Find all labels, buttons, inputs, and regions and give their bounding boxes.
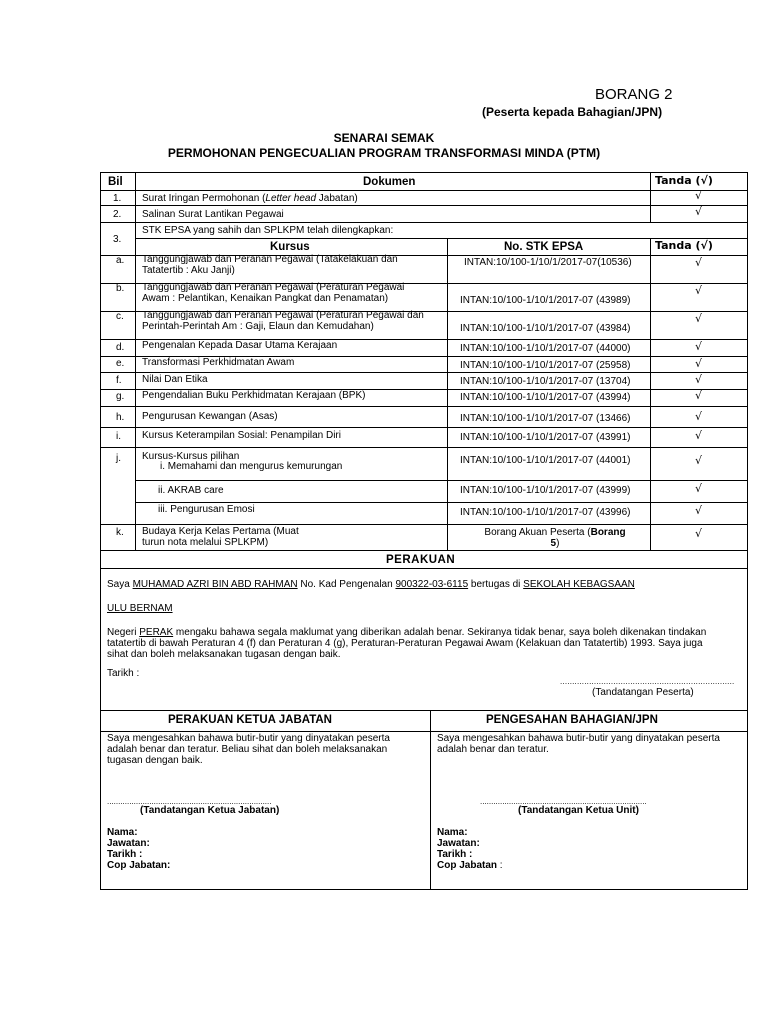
checkmark-icon: √	[695, 256, 703, 269]
declaration-school: ULU BERNAM	[107, 603, 173, 614]
course-name: Tanggungjawab dan Peranan Pegawai (Tatakelakuan dan Tatatertib : Aku Janji)	[142, 254, 398, 276]
ketua-fields: Nama: Jawatan: Tarikh : Cop Jabatan:	[107, 827, 171, 871]
form-audience: (Peserta kepada Bahagian/JPN)	[482, 105, 663, 119]
perakuan-title: PERAKUAN	[386, 554, 456, 566]
checkmark-icon: √	[695, 340, 703, 353]
checkmark-icon: √	[695, 357, 703, 370]
course-name: Nilai Dan Etika	[142, 374, 208, 385]
column-header-bil: Bil	[108, 176, 123, 188]
checkmark-icon: √	[695, 189, 703, 202]
course-name: Budaya Kerja Kelas Pertama (Muat turun nota melalui SPLKPM)	[142, 526, 299, 548]
course-name: Pengenalan Kepada Dasar Utama Kerajaan	[142, 340, 338, 351]
row-bil: k.	[116, 527, 124, 538]
column-header-tanda-2: Tanda (√)	[655, 239, 713, 252]
ketua-signature-label: (Tandatangan Ketua Jabatan)	[140, 805, 280, 816]
stk-number: INTAN:10/100-1/10/1/2017-07 (13466)	[460, 413, 631, 424]
row-bil: a.	[116, 255, 125, 266]
course-name: i. Memahami dan mengurus kemurungan	[160, 461, 343, 472]
column-header-tanda: Tanda (√)	[655, 174, 713, 187]
checkmark-icon: √	[695, 429, 703, 442]
checkmark-icon: √	[695, 504, 703, 517]
checkmark-icon: √	[695, 284, 703, 297]
checkmark-icon: √	[695, 205, 703, 218]
jpn-signature-label: (Tandatangan Ketua Unit)	[518, 805, 639, 816]
tarikh-label: Tarikh :	[107, 668, 140, 679]
stk-number: INTAN:10/100-1/10/1/2017-07 (43999)	[460, 485, 631, 496]
row-bil: g.	[116, 391, 125, 402]
declaration-paragraph: Negeri PERAK mengaku bahawa segala maklumat yang diberikan adalah benar. Sekiranya tidak benar, saya boleh dikenakan tindakan tatatertib di bawah Peraturan 4 (f) dan Peraturan 4 (g), Peraturan-Peraturan Pegawai Awam (Kelakuan dan Tatatertib) 1993. Saya juga sihat dan boleh melaksanakan tugasan dengan baik.	[107, 627, 707, 660]
stk-number: INTAN:10/100-1/10/1/2017-07 (43989)	[460, 295, 631, 306]
title-application: PERMOHONAN PENGECUALIAN PROGRAM TRANSFORMASI MINDA (PTM)	[167, 146, 601, 160]
row-bil: e.	[116, 358, 125, 369]
course-name: Kursus-Kursus pilihan	[142, 451, 240, 462]
course-name: Pengurusan Kewangan (Asas)	[142, 411, 278, 422]
stk-number: INTAN:10/100-1/10/1/2017-07 (43991)	[460, 432, 631, 443]
checkmark-icon: √	[695, 482, 703, 495]
jpn-signature-line: ...........................................................................	[480, 797, 647, 806]
row-bil: f.	[116, 375, 122, 386]
row-bil: d.	[116, 342, 125, 353]
declaration-line-1: Saya MUHAMAD AZRI BIN ABD RAHMAN No. Kad Pengenalan 900322-03-6115 bertugas di SEKOLAH KEBAGSAAN	[107, 579, 635, 590]
row-bil: 2.	[113, 209, 122, 220]
row-bil: h.	[116, 412, 125, 423]
column-header-kursus: Kursus	[270, 241, 310, 253]
title-checklist: SENARAI SEMAK	[333, 131, 435, 145]
course-name: Tanggungjawab dan Peranan Pegawai (Peraturan Pegawai dan Perintah-Perintah Am : Gaji, Elaun dan Kemudahan)	[142, 310, 424, 332]
stk-number: INTAN:10/100-1/10/1/2017-07 (43994)	[460, 392, 631, 403]
stk-number: INTAN:10/100-1/10/1/2017-07 (13704)	[460, 376, 631, 387]
row-bil: b.	[116, 283, 125, 294]
jpn-text: Saya mengesahkan bahawa butir-butir yang dinyatakan peserta adalah benar dan teratur.	[437, 733, 720, 755]
ketua-signature-line: ..........................................................................	[107, 797, 272, 806]
course-name: Tanggungjawab dan Peranan Pegawai (Peraturan Pegawai Awam : Pelantikan, Kenaikan Pangkat dan Penamatan)	[142, 282, 405, 304]
ketua-text: Saya mengesahkan bahawa butir-butir yang dinyatakan peserta adalah benar dan teratur. Beliau sihat dan boleh melaksanakan tugasan dengan baik.	[107, 733, 390, 766]
stk-borang: Borang Akuan Peserta (Borang 5)	[484, 527, 626, 549]
column-header-stk: No. STK EPSA	[504, 241, 584, 253]
checkmark-icon: √	[695, 389, 703, 402]
row-bil: c.	[116, 311, 124, 322]
stk-number: INTAN:10/100-1/10/1/2017-07 (43984)	[460, 323, 631, 334]
stk-number: INTAN:10/100-1/10/1/2017-07 (44001)	[460, 455, 631, 466]
course-name: Pengendalian Buku Perkhidmatan Kerajaan (BPK)	[142, 390, 366, 401]
row-bil: i.	[116, 431, 121, 442]
checkmark-icon: √	[695, 410, 703, 423]
jpn-title: PENGESAHAN BAHAGIAN/JPN	[486, 714, 658, 726]
ketua-title: PERAKUAN KETUA JABATAN	[168, 714, 332, 726]
stk-number: INTAN:10/100-1/10/1/2017-07 (44000)	[460, 343, 631, 354]
row-document-1: Surat Iringan Permohonan (Letter head Jabatan)	[142, 193, 358, 204]
jpn-fields: Nama: Jawatan: Tarikh : Cop Jabatan :	[437, 827, 503, 871]
course-name: iii. Pengurusan Emosi	[158, 504, 255, 515]
stk-number: INTAN:10/100-1/10/1/2017-07(10536)	[464, 257, 632, 268]
checkmark-icon: √	[695, 373, 703, 386]
row-bil: 1.	[113, 193, 122, 204]
course-name: ii. AKRAB care	[158, 485, 224, 496]
column-header-dokumen: Dokumen	[363, 176, 416, 188]
row-document-2: Salinan Surat Lantikan Pegawai	[142, 209, 284, 220]
course-name: Transformasi Perkhidmatan Awam	[142, 357, 295, 368]
checkmark-icon: √	[695, 312, 703, 325]
signature-line: ........................................................................	[560, 677, 735, 686]
row-document-3: STK EPSA yang sahih dan SPLKPM telah dilengkapkan:	[142, 225, 394, 236]
row-bil: j.	[116, 453, 121, 464]
course-name: Kursus Keterampilan Sosial: Penampilan Diri	[142, 430, 341, 441]
stk-number: INTAN:10/100-1/10/1/2017-07 (43996)	[460, 507, 631, 518]
signature-label: (Tandatangan Peserta)	[592, 687, 694, 698]
checkmark-icon: √	[695, 454, 703, 467]
row-bil: 3.	[113, 234, 122, 245]
stk-number: INTAN:10/100-1/10/1/2017-07 (25958)	[460, 360, 631, 371]
checkmark-icon: √	[695, 527, 703, 540]
form-number: BORANG 2	[595, 86, 673, 103]
